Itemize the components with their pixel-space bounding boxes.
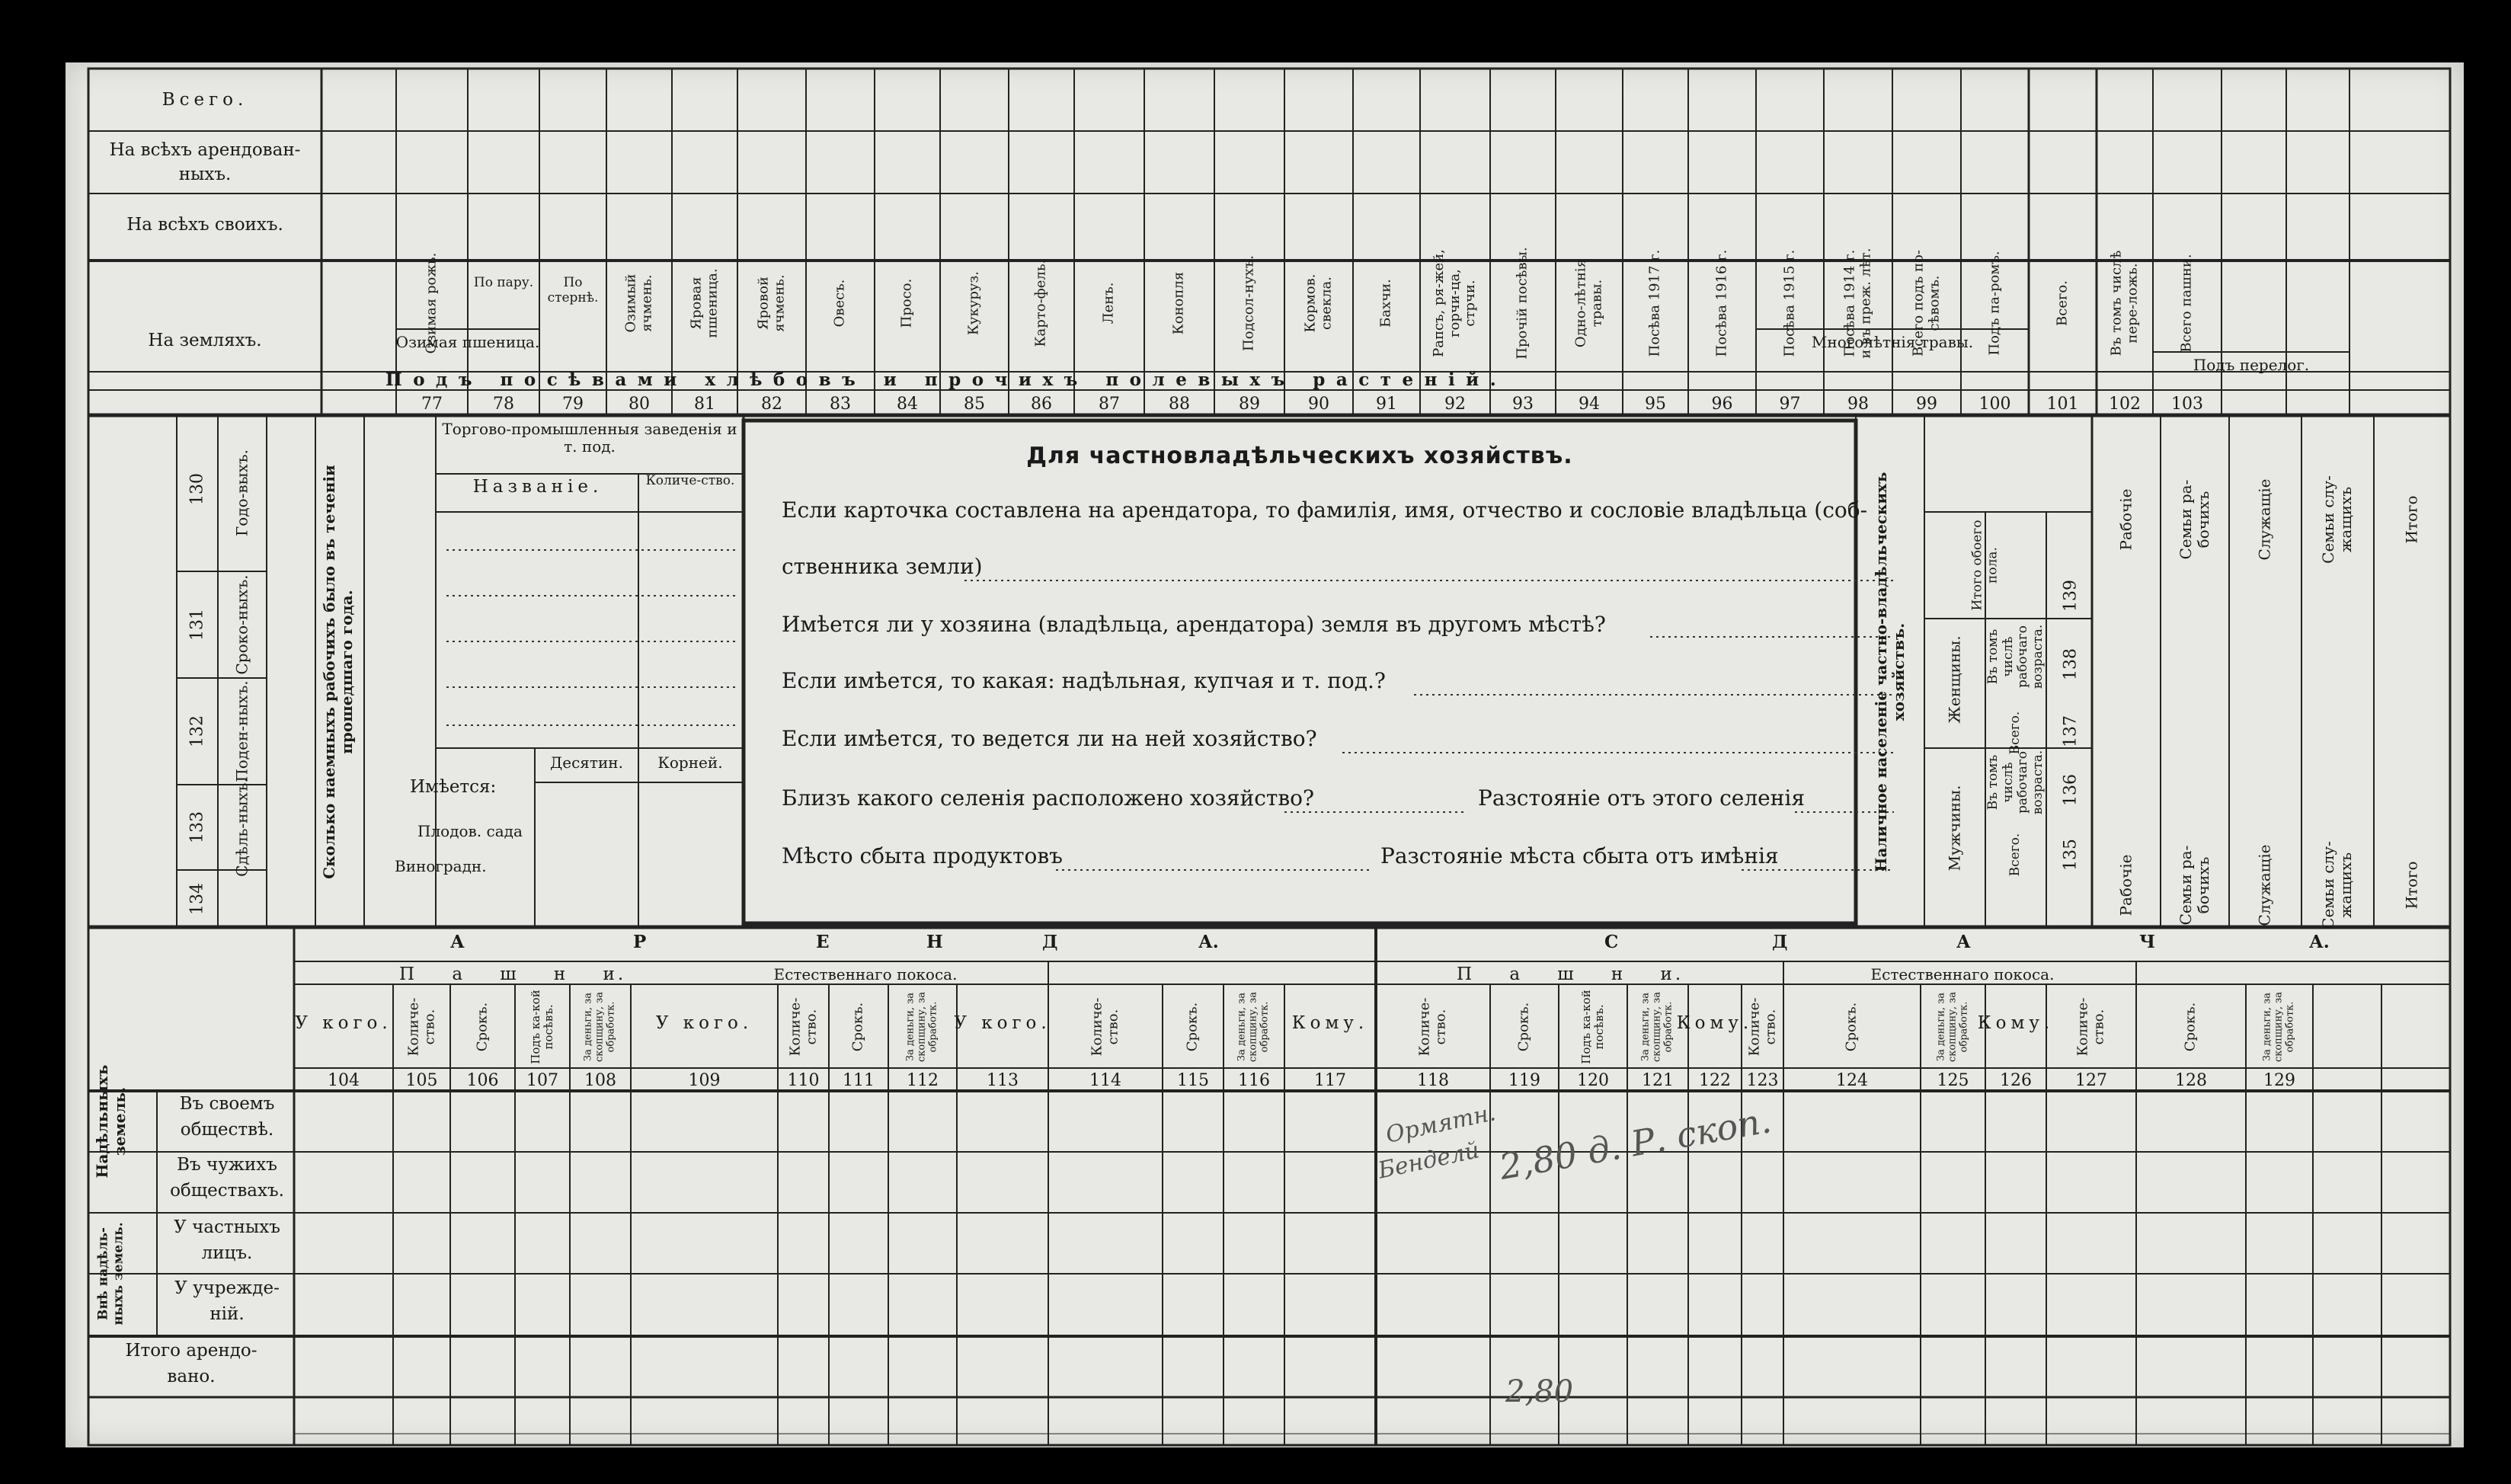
women-working-label: Въ томъ числѣ рабочаго возраста. (1985, 624, 2046, 689)
row-label-total: Всего. (162, 90, 248, 110)
crop-header-18: Одно-лѣтнія травы. (1572, 258, 1604, 348)
lease-number-123: 123 (1746, 1071, 1779, 1090)
lease-number-129: 129 (2263, 1071, 2295, 1090)
lease-header-122: Кому. (1676, 1013, 1754, 1033)
crop-header-5: Яровая пшеница. (688, 268, 720, 338)
other-society-label-2: обществахъ. (170, 1181, 284, 1201)
crop-number-100: 100 (1978, 395, 2011, 414)
crop-number-78: 78 (493, 395, 514, 414)
crop-header-13: Подсол-нухъ. (1240, 255, 1257, 351)
crop-header-3: По стернѣ. (547, 275, 599, 305)
lease-number-115: 115 (1177, 1071, 1209, 1090)
col-number-136: 136 (2061, 774, 2081, 806)
census-form-sheet (66, 62, 2464, 1447)
trade-has-label: Имѣется: (410, 777, 497, 797)
lease-header-127: Количе-ство. (2074, 997, 2106, 1057)
lease-header-113: У кого. (954, 1013, 1051, 1033)
lease-number-111: 111 (843, 1071, 875, 1090)
lease-number-117: 117 (1314, 1071, 1346, 1090)
col-number-138: 138 (2061, 648, 2081, 680)
crop-number-92: 92 (1444, 395, 1466, 414)
lease-number-114: 114 (1089, 1071, 1121, 1090)
sublease-letter-5: А. (2309, 932, 2330, 952)
crop-header-20: Посѣва 1916 г. (1713, 249, 1730, 357)
crop-number-89: 89 (1239, 395, 1260, 414)
lease-header-106: Срокъ. (474, 1002, 491, 1052)
other-society-label-1: Въ чужихъ (177, 1155, 277, 1175)
sublease-letter-3: А (1956, 932, 1971, 952)
crop-number-99: 99 (1916, 395, 1937, 414)
lease-header-120: Подъ ка-кой посѣвъ. (1579, 990, 1606, 1064)
lease-number-121: 121 (1642, 1071, 1674, 1090)
lease-number-113: 113 (987, 1071, 1019, 1090)
staff-total-top: Итого (2402, 495, 2421, 544)
total-leased-label-1: Итого арендо- (125, 1341, 257, 1361)
sub-arable-letter-1: П (1457, 964, 1476, 984)
trade-orchards-label: Плодов. сада (417, 822, 523, 840)
crop-header-16: Рапсъ, ря-жей, горчи-ца, стрчи. (1430, 249, 1479, 357)
handwritten-name-line2: Бенделй (1375, 1137, 1482, 1185)
crop-number-84: 84 (897, 395, 918, 414)
staff-workers-top: Рабочіе (2116, 488, 2135, 551)
winter-wheat-subheader: Озимая пшеница. (395, 333, 540, 351)
col-number-139: 139 (2061, 580, 2081, 612)
question-near-village: Близъ какого селенія расположено хозяйство? (782, 785, 1315, 811)
own-society-label-2: обществѣ. (180, 1120, 274, 1140)
sub-arable-letter-2: а (1509, 964, 1524, 984)
lease-header-109: У кого. (655, 1013, 753, 1033)
crop-header-24: Подъ па-ромъ. (1986, 251, 2003, 356)
lease-number-112: 112 (907, 1071, 939, 1090)
lease-header-125: За деньги, за скопщину, за обработк. (1935, 991, 1969, 1063)
private-persons-label-2: лицъ. (201, 1243, 253, 1263)
lease-number-124: 124 (1836, 1071, 1868, 1090)
crop-number-103: 103 (2171, 395, 2203, 414)
crop-header-25: Всего. (2054, 280, 2071, 326)
lease-number-125: 125 (1937, 1071, 1969, 1090)
lease-number-116: 116 (1238, 1071, 1270, 1090)
crop-header-12: Конопля (1170, 271, 1187, 335)
crop-number-79: 79 (562, 395, 584, 414)
lease-header-107: Подъ ка-кой посѣвъ. (528, 990, 555, 1064)
total-leased-label-2: вано. (167, 1367, 216, 1386)
sub-arable-letter-5: и. (1660, 964, 1684, 984)
sublease-letter-2: Д (1772, 932, 1788, 952)
women-total-label: Всего. (2007, 711, 2023, 755)
crops-banner: Подъ посѣвами хлѣбовъ и прочихъ полевыхъ растеній. (385, 369, 1508, 390)
lease-header-126: Кому. (1977, 1013, 2055, 1033)
col-number-135: 135 (2061, 839, 2081, 871)
crop-number-93: 93 (1512, 395, 1534, 414)
row-label-rented-1: На всѣхъ арендован- (109, 140, 301, 160)
crop-number-98: 98 (1847, 395, 1869, 414)
crop-header-8: Просо. (898, 278, 915, 328)
row-label-lands: На земляхъ. (148, 331, 262, 350)
col-number-134: 134 (187, 883, 207, 915)
allotment-lands-label: Надѣльныхъ земель. (93, 1064, 129, 1179)
sublease-arable-header (1457, 964, 1684, 984)
lease-header-118: Количе-ство. (1416, 997, 1448, 1057)
lease-number-122: 122 (1699, 1071, 1731, 1090)
lease-header-121: За деньги, за скопщину, за обработк. (1639, 991, 1675, 1063)
trade-qty-header: Количе-ство. (645, 473, 735, 488)
men-label: Мужчины. (1945, 785, 1964, 872)
arable-letter-3: ш (500, 964, 520, 984)
crop-number-83: 83 (830, 395, 851, 414)
lease-number-128: 128 (2175, 1071, 2207, 1090)
lease-header-105: Количе-ство. (405, 997, 437, 1057)
crop-number-91: 91 (1376, 395, 1397, 414)
workers-col-yearly: Годо-выхъ. (232, 449, 251, 536)
crop-header-26: Въ томъ числѣ пере-ложь. (2108, 250, 2140, 357)
lease-header-119: Срокъ. (1515, 1002, 1532, 1052)
handwritten-name-line1: Ормятн. (1383, 1099, 1499, 1149)
lease-letter-3: Е (816, 932, 830, 952)
question-farming: Если имѣется, то ведется ли на ней хозяйство? (782, 726, 1317, 751)
staff-employee-families-bottom: Семьи слу-жащихъ (2319, 841, 2355, 929)
crop-number-87: 87 (1099, 395, 1120, 414)
sub-arable-letter-4: н (1611, 964, 1627, 984)
crop-number-88: 88 (1169, 395, 1190, 414)
crop-header-7: Овесъ. (831, 279, 848, 328)
sub-arable-letter-3: ш (1557, 964, 1577, 984)
crop-header-17: Прочій посѣвы. (1514, 247, 1531, 360)
question-land-type: Если имѣется, то какая: надѣльная, купчая и т. под.? (782, 668, 1386, 693)
lease-header-115: Срокъ. (1184, 1002, 1201, 1052)
col-number-131: 131 (187, 609, 207, 641)
staff-worker-families-bottom: Семьи ра-бочихъ (2177, 845, 2212, 926)
crop-number-82: 82 (761, 395, 782, 414)
crop-number-97: 97 (1779, 395, 1801, 414)
lease-header-114: Количе-ство. (1089, 997, 1121, 1057)
col-number-133: 133 (187, 811, 207, 843)
lease-letter-6: А. (1198, 932, 1219, 952)
lease-number-110: 110 (787, 1071, 820, 1090)
lease-header-129: За деньги, за скопщину, за обработк. (2261, 991, 2296, 1063)
lease-header-108: За деньги, за скопщину, за обработк. (582, 991, 617, 1063)
staff-employees-top: Служащіе (2255, 478, 2274, 561)
staff-employee-families-top: Семьи слу-жащихъ (2319, 475, 2355, 564)
staff-worker-families-top: Семьи ра-бочихъ (2177, 479, 2212, 560)
lease-header-124: Срокъ. (1843, 1002, 1860, 1052)
crop-header-22: Посѣва 1914 г. и въ преж. лѣт. (1841, 248, 1873, 359)
lease-arable-header (399, 964, 626, 984)
non-allotment-lands-label: Внѣ надѣль-ныхъ земель. (95, 1222, 126, 1326)
col-number-130: 130 (187, 473, 207, 505)
men-total-label: Всего. (2007, 833, 2023, 877)
crop-number-81: 81 (694, 395, 715, 414)
col-number-137: 137 (2061, 715, 2081, 747)
trade-desyatin-header: Десятин. (550, 753, 623, 772)
lease-header-128: Срокъ. (2182, 1002, 2199, 1052)
institutions-label-2: ній. (210, 1304, 245, 1324)
lease-number-105: 105 (405, 1071, 438, 1090)
staff-workers-bottom: Рабочіе (2116, 854, 2135, 916)
crop-number-102: 102 (2109, 395, 2141, 414)
workers-col-piece: Сдѣль-ныхъ. (232, 778, 251, 877)
population-title: Наличное населеніе частно-владѣльческихъ хозяйствъ. (1872, 472, 1908, 872)
trade-vineyards-label: Виноградн. (395, 857, 487, 875)
crop-number-85: 85 (964, 395, 985, 414)
staff-employees-bottom: Служащіе (2255, 844, 2274, 926)
sublease-letter-4: Ч (2139, 932, 2156, 952)
crop-number-77: 77 (421, 395, 443, 414)
crop-number-90: 90 (1308, 395, 1329, 414)
private-holdings-title: Для частновладѣльческихъ хозяйствъ. (1026, 443, 1573, 469)
lease-header-117: Кому. (1291, 1013, 1369, 1033)
crop-header-27: Всего пашни. (2178, 254, 2195, 353)
lease-letter-2: Р (633, 932, 647, 952)
trade-name-header: Названіе. (472, 477, 603, 497)
sublease-letter-1: С (1604, 932, 1619, 952)
arable-letter-2: а (452, 964, 466, 984)
row-label-rented-2: ныхъ. (178, 165, 232, 184)
lease-number-106: 106 (466, 1071, 499, 1090)
lease-letter-5: Д (1042, 932, 1058, 952)
crop-header-19: Посѣва 1917 г. (1646, 249, 1663, 357)
arable-letter-1: П (399, 964, 418, 984)
crop-header-23: Всего подъ по-сѣвомъ. (1910, 250, 1942, 357)
lease-number-119: 119 (1508, 1071, 1540, 1090)
lease-header-123: Количе-ство. (1745, 997, 1778, 1057)
crop-header-15: Бахчи. (1377, 279, 1394, 328)
lease-number-118: 118 (1417, 1071, 1449, 1090)
staff-total-bottom: Итого (2402, 861, 2421, 910)
trade-title: Торгово-промышленныя заведенія и т. под. (442, 420, 737, 456)
trade-roots-header: Корней. (657, 753, 723, 772)
crop-header-2: По пару. (473, 275, 534, 290)
workers-col-daily: Поден-ныхъ. (232, 680, 251, 782)
arable-letter-5: и. (603, 964, 627, 984)
lease-meadow-header: Естественнаго покоса. (773, 965, 958, 983)
fallow-land-subheader: Подъ перелог. (2193, 356, 2310, 374)
crop-number-95: 95 (1645, 395, 1666, 414)
row-label-own: На всѣхъ своихъ. (126, 215, 283, 235)
sublease-meadow-header: Естественнаго покоса. (1870, 965, 2055, 983)
question-market-distance: Разстояніе мѣста сбыта отъ имѣнія (1380, 843, 1779, 868)
perennial-herbs-subheader: Многолѣтнія травы. (1811, 333, 1974, 351)
arable-letter-4: н (553, 964, 569, 984)
lease-number-120: 120 (1577, 1071, 1609, 1090)
crop-header-4: Озимый ячмень. (622, 273, 654, 333)
crop-header-9: Кукуруз. (965, 271, 982, 336)
handwritten-area-entry: 2,80 д. Р. скоп. (1496, 1099, 1774, 1188)
lease-header-110: Количе-ство. (786, 997, 819, 1057)
crop-header-1: Озимая рожь. (423, 252, 440, 354)
crop-number-80: 80 (629, 395, 650, 414)
lease-letter-4: Н (926, 932, 943, 952)
crop-number-96: 96 (1711, 395, 1733, 414)
question-village-distance: Разстояніе отъ этого селенія (1478, 785, 1805, 811)
crop-header-14: Кормов. свекла. (1302, 273, 1334, 333)
question-owner-line2: ственника земли) (782, 554, 983, 579)
private-persons-label-1: У частныхъ (174, 1217, 280, 1237)
workers-col-term: Сроко-ныхъ. (232, 574, 251, 675)
lease-number-108: 108 (584, 1071, 616, 1090)
lease-header-111: Срокъ. (849, 1002, 866, 1052)
crop-header-6: Яровой ячмень. (755, 274, 787, 332)
crop-header-11: Ленъ. (1100, 282, 1117, 325)
institutions-label-1: У учрежде- (174, 1278, 280, 1298)
col-number-132: 132 (187, 715, 207, 747)
lease-number-126: 126 (2000, 1071, 2032, 1090)
lease-number-104: 104 (328, 1071, 360, 1090)
lease-header-112: За деньги, за скопщину, за обработк. (904, 991, 939, 1063)
lease-number-107: 107 (526, 1071, 558, 1090)
question-owner-line1: Если карточка составлена на арендатора, то фамилія, имя, отчество и сословіе владѣльца (соб- (782, 497, 1868, 523)
lease-header-104: У кого. (295, 1013, 392, 1033)
crop-number-94: 94 (1579, 395, 1600, 414)
lease-number-109: 109 (688, 1071, 721, 1090)
men-working-label: Въ томъ числѣ рабочаго возраста. (1985, 750, 2046, 815)
crop-header-10: Карто-фель. (1032, 259, 1049, 347)
own-society-label-1: Въ своемъ (179, 1094, 275, 1114)
total-both-sexes-label: Итого обоего пола. (1969, 520, 2000, 611)
hired-workers-title: Сколько наемныхъ рабочихъ было въ теченіи прошедшаго года. (320, 465, 356, 879)
question-other-land: Имѣется ли у хозяина (владѣльца, арендатора) земля въ другомъ мѣстѣ? (782, 612, 1606, 637)
handwritten-total-entry: 2,80 (1505, 1374, 1574, 1409)
crop-number-101: 101 (2046, 395, 2079, 414)
women-label: Женщины. (1945, 635, 1964, 724)
lease-letter-1: А (450, 932, 465, 952)
lease-number-127: 127 (2075, 1071, 2107, 1090)
crop-number-86: 86 (1031, 395, 1052, 414)
question-market-place: Мѣсто сбыта продуктовъ (782, 843, 1063, 868)
answer-dotted-lines (66, 62, 2464, 1447)
lease-header-116: За деньги, за скопщину, за обработк. (1236, 991, 1271, 1063)
crop-header-21: Посѣва 1915 г. (1781, 249, 1798, 357)
